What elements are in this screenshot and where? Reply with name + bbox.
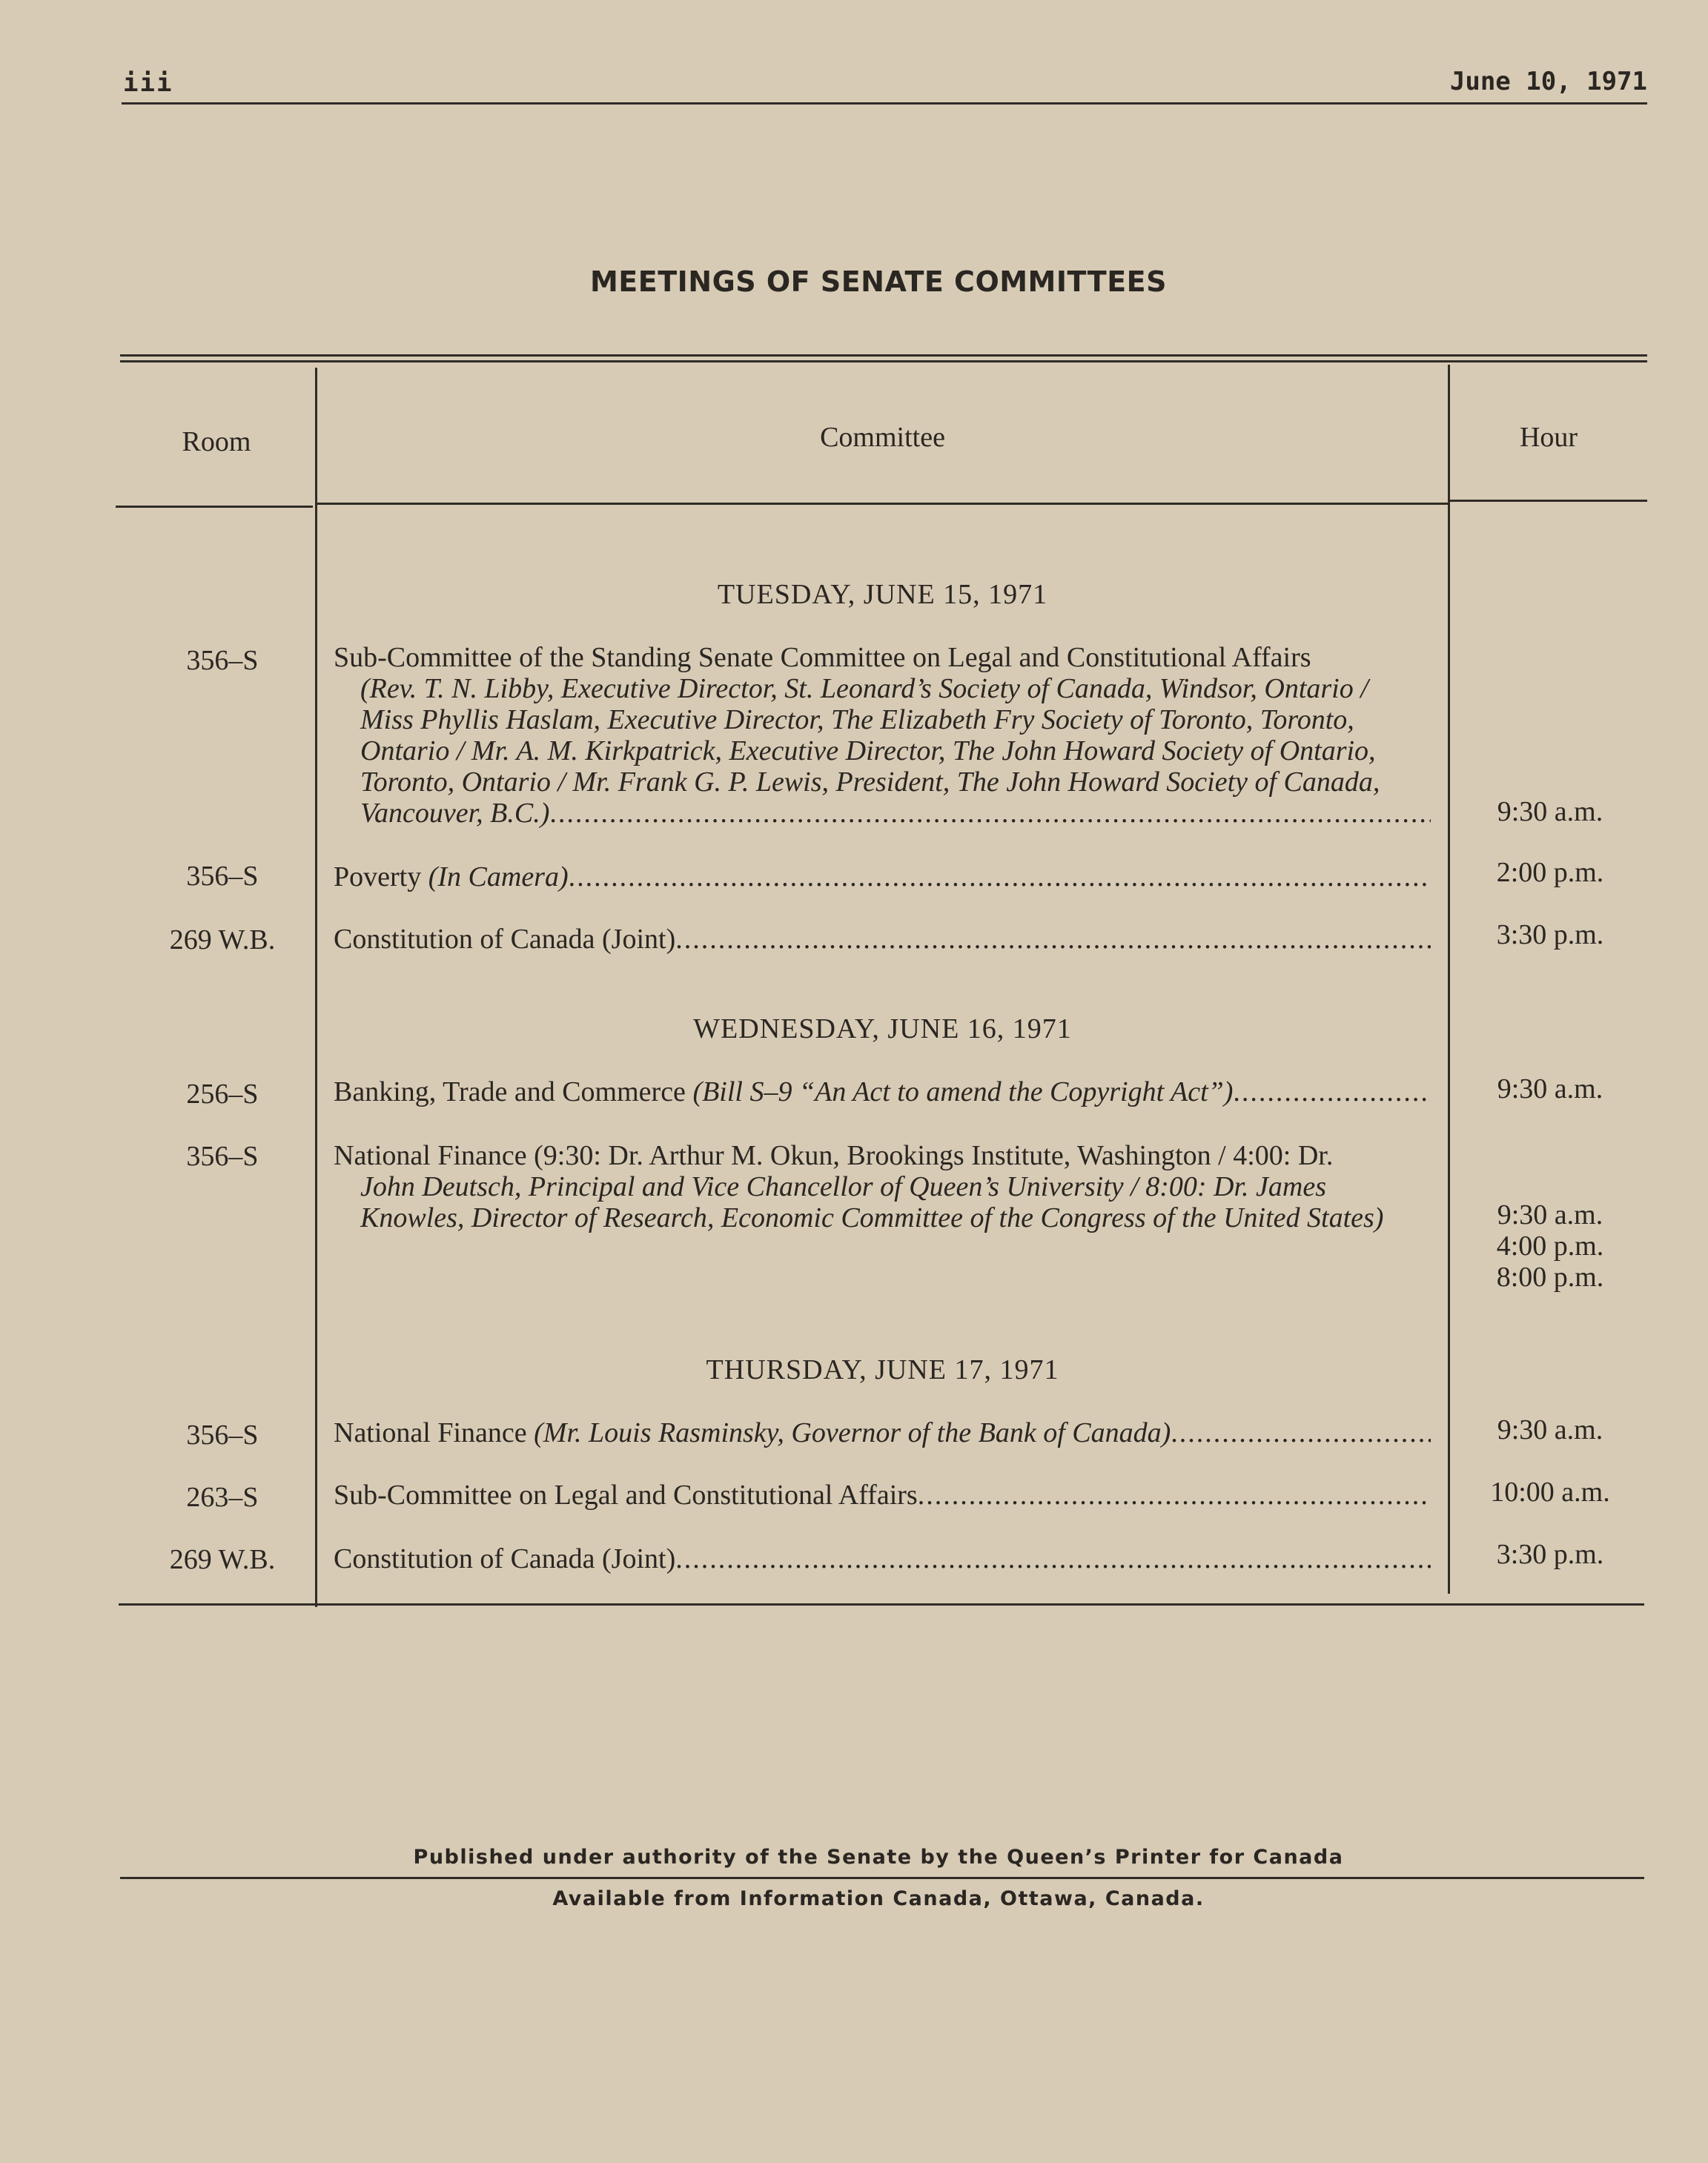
meeting-hour: 9:30 a.m. [1497,1199,1603,1230]
room-number: 263–S [186,1482,259,1513]
witness-line: Miss Phyllis Haslam, Executive Director, The Elizabeth Fry Society of Toronto, Toronto, [360,704,1354,735]
meeting-hour: 3:30 p.m. [1496,1539,1604,1570]
room-number: 356–S [186,1141,259,1172]
committee-name: Poverty [334,861,422,892]
page-number: iii [123,68,173,98]
header-rule-hour [1450,500,1647,502]
dot-leader [549,798,1431,829]
committee-entry [334,861,1431,892]
publication-notice: Published under authority of the Senate by the Queen’s Printer for Canada [413,1846,1344,1869]
table-top-rule-1 [120,354,1647,357]
dot-leader [1171,1417,1431,1448]
column-header-hour: Hour [1519,422,1578,453]
meeting-hour: 9:30 a.m. [1497,1073,1603,1104]
header-date: June 10, 1971 [1449,67,1647,96]
table-top-rule-2 [120,360,1647,362]
room-number: 356–S [186,645,259,676]
committee-entry [334,1543,1431,1574]
room-number: 356–S [186,861,259,892]
dot-leader [675,1543,1431,1574]
page-title: MEETINGS OF SENATE COMMITTEES [589,265,1168,298]
column-header-committee: Committee [820,422,945,453]
day-heading-tuesday: TUESDAY, JUNE 15, 1971 [717,579,1048,610]
dot-leader [1233,1076,1431,1107]
table-bottom-rule [119,1603,1644,1606]
committee-detail: (Mr. Louis Rasminsky, Governor of the Bank of Canada) [534,1417,1171,1448]
committee-name: National Finance [334,1417,527,1448]
header-rule [122,102,1647,105]
meeting-hour: 2:00 p.m. [1496,857,1604,888]
dot-leader [675,924,1431,955]
meeting-hour: 4:00 p.m. [1496,1230,1604,1262]
dot-leader [569,861,1431,892]
witness-line: Ontario / Mr. A. M. Kirkpatrick, Executive Director, The John Howard Society of Ontario, [360,735,1376,766]
committee-entry [334,1417,1431,1448]
header-rule-committee [317,503,1448,505]
availability-notice: Available from Information Canada, Ottawa, Canada. [552,1887,1205,1910]
column-header-room: Room [182,426,251,457]
footer-rule [120,1877,1644,1879]
committee-detail: (In Camera) [428,861,569,892]
committee-entry [334,1076,1431,1107]
committee-name: Banking, Trade and Commerce [334,1076,686,1107]
dot-leader [918,1480,1431,1511]
room-number: 269 W.B. [169,1544,276,1575]
witness-line: (Rev. T. N. Libby, Executive Director, St. Leonard’s Society of Canada, Windsor, Ontario / [360,673,1368,704]
committee-entry [334,642,1431,829]
room-number: 356–S [186,1420,259,1451]
committee-name: Constitution of Canada (Joint) [334,1543,676,1574]
meeting-hour: 3:30 p.m. [1496,919,1604,950]
table-divider-right [1448,365,1450,1594]
committee-name: National Finance (9:30: Dr. Arthur M. Okun, Brookings Institute, Washington / 4:00: Dr. [334,1140,1334,1171]
day-heading-wednesday: WEDNESDAY, JUNE 16, 1971 [693,1013,1072,1044]
committee-name: Constitution of Canada (Joint) [334,924,676,955]
committee-entry [334,1140,1431,1233]
meeting-hour: 9:30 a.m. [1497,796,1603,827]
witness-line: John Deutsch, Principal and Vice Chancellor of Queen’s University / 8:00: Dr. James [360,1171,1327,1202]
committee-entry [334,1480,1431,1511]
committee-name: Sub-Committee of the Standing Senate Committee on Legal and Constitutional Affairs [334,642,1311,673]
witness-line: Toronto, Ontario / Mr. Frank G. P. Lewis, President, The John Howard Society of Canada, [360,766,1380,798]
day-heading-thursday: THURSDAY, JUNE 17, 1971 [706,1354,1059,1385]
committee-detail: (Bill S–9 “An Act to amend the Copyright Act”) [692,1076,1234,1107]
witness-line-leader [334,798,1431,829]
meeting-hour: 10:00 a.m. [1490,1477,1610,1508]
meeting-hour: 9:30 a.m. [1497,1414,1603,1445]
room-number: 256–S [186,1079,259,1110]
meeting-hour: 8:00 p.m. [1496,1262,1604,1293]
committee-name: Sub-Committee on Legal and Constitutional Affairs [334,1480,918,1511]
witness-line: Knowles, Director of Research, Economic Committee of the Congress of the United States) [360,1202,1384,1233]
room-number: 269 W.B. [169,924,276,955]
committee-entry [334,924,1431,955]
witness-line: Vancouver, B.C.) [360,798,550,829]
header-rule-room [116,506,313,508]
